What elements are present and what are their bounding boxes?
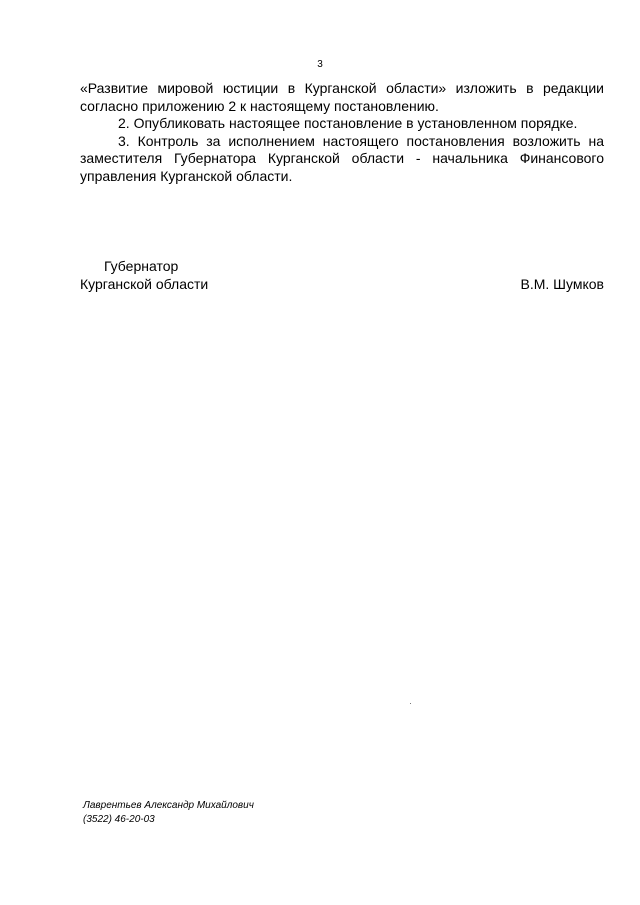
signer-name: В.М. Шумков <box>520 275 604 292</box>
paragraph-continuation: «Развитие мировой юстиции в Курганской области» изложить в редакции согласно приложению 2 к настоящему постановлению. <box>80 80 604 114</box>
page-number: 3 <box>317 59 323 70</box>
signer-title-line1: Губернатор <box>104 258 179 274</box>
scan-speck <box>410 703 411 704</box>
paragraph-item-2: 2. Опубликовать настоящее постановление в установленном порядке. <box>118 115 578 131</box>
paragraph-item-3: 3. Контроль за исполнением настоящего постановления возложить на заместителя Губернатора Курганской области - начальника Финансового управления Курганской области. <box>80 132 604 184</box>
executor-name: Лаврентьев Александр Михайлович <box>83 800 254 811</box>
document-body <box>80 80 604 185</box>
signature-row <box>80 276 604 294</box>
signer-title-line2: Курганской области <box>80 275 209 292</box>
executor-block <box>83 799 254 827</box>
executor-phone: (3522) 46-20-03 <box>83 814 155 825</box>
signature-block <box>80 258 604 293</box>
